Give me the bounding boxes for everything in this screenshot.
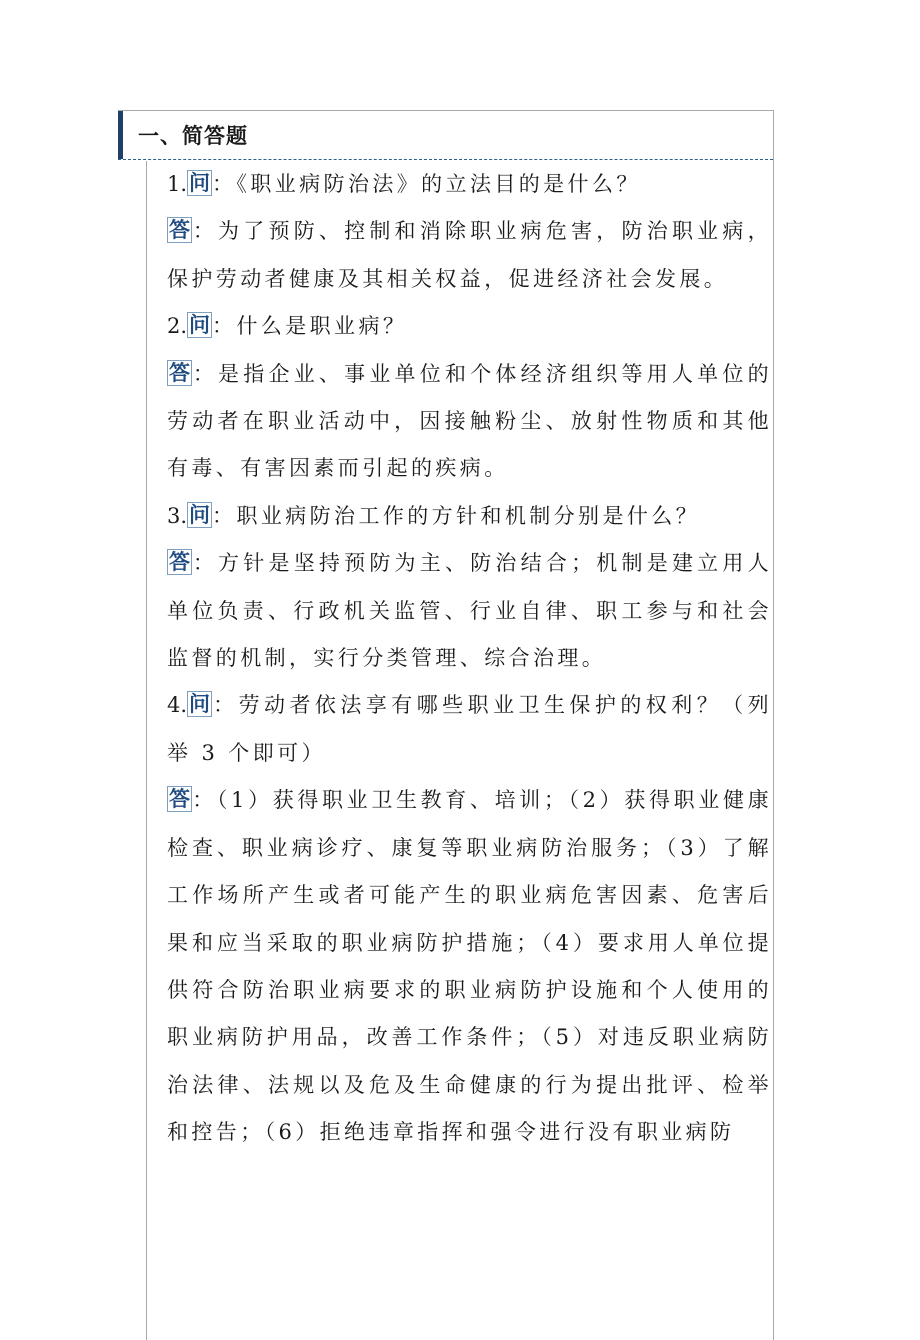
- answer-label: 答: [169, 550, 190, 575]
- answer-text: 为了预防、控制和消除职业病危害，防治职业病，保护劳动者健康及其相关权益，促进经济社会发展。: [167, 219, 772, 291]
- answer-text: 方针是坚持预防为主、防治结合；机制是建立用人单位负责、行政机关监管、行业自律、职工参与和社会监督的机制，实行分类管理、综合治理。: [167, 551, 772, 671]
- answer-4: [167, 777, 772, 1156]
- section-divider: [118, 159, 773, 160]
- qa-section-card: [118, 110, 774, 1340]
- question-text: 《职业病防治法》的立法目的是什么？: [236, 172, 641, 196]
- colon: ：: [192, 361, 219, 386]
- question-number: 4.: [167, 693, 188, 718]
- answer-3: [167, 540, 772, 682]
- question-label: 问: [189, 313, 211, 338]
- qa-body: [146, 161, 773, 1340]
- colon: ：: [212, 503, 237, 528]
- section-title: 一、简答题: [138, 124, 248, 148]
- question-number: 2.: [167, 314, 188, 339]
- question-number: 1.: [167, 172, 188, 196]
- answer-text: 是指企业、事业单位和个体经济组织等用人单位的劳动者在职业活动中，因接触粉尘、放射性物质和其他有毒、有害因素而引起的疾病。: [167, 361, 772, 481]
- question-text: 劳动者依法享有哪些职业卫生保护的权利？（列举 3 个即可）: [167, 693, 772, 765]
- answer-2: [167, 351, 772, 493]
- question-3: [167, 493, 772, 540]
- colon: ：: [192, 788, 217, 813]
- question-number: 3.: [167, 503, 188, 528]
- question-4: [167, 682, 772, 777]
- question-2: [167, 303, 772, 350]
- question-label: 问: [189, 171, 211, 195]
- question-label: 问: [189, 692, 211, 717]
- answer-label: 答: [169, 787, 190, 812]
- question-1: [167, 161, 772, 208]
- answer-1: [167, 208, 772, 303]
- colon: ：: [192, 219, 219, 244]
- qa-list: [167, 161, 772, 1157]
- answer-label: 答: [169, 218, 190, 243]
- colon: ：: [192, 551, 219, 576]
- colon: ：: [212, 693, 239, 718]
- colon: ：: [212, 314, 237, 339]
- question-label: 问: [189, 502, 211, 527]
- answer-text: （1）获得职业卫生教育、培训；（2）获得职业健康检查、职业病诊疗、康复等职业病防治服务；（3）了解工作场所产生或者可能产生的职业病危害因素、危害后果和应当采取的职业病防护措施；（4）要求用人单位提供符合防治职业病要求的职业病防护设施和个人使用的职业病防护用品，改善工作条件；（5）对违反职业病防治法律、法规以及危及生命健康的行为提出批评、检举和控告；（6）拒绝违章指挥和强令进行没有职业病防: [167, 788, 772, 1145]
- section-accent-bar: [118, 111, 123, 159]
- question-text: 什么是职业病？: [236, 314, 408, 339]
- colon: ：: [212, 172, 237, 196]
- question-text: 职业病防治工作的方针和机制分别是什么？: [236, 503, 701, 528]
- answer-label: 答: [169, 360, 190, 385]
